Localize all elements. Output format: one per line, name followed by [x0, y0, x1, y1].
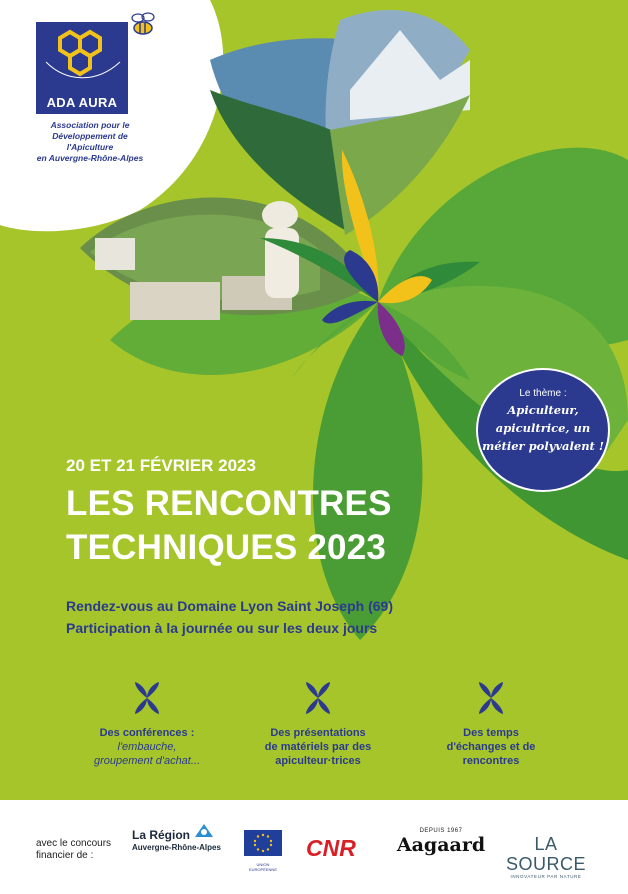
cnr-wordmark — [306, 836, 378, 860]
funding-label: avec le concours financier de : — [36, 838, 112, 861]
region-mountain-icon — [194, 822, 214, 838]
aagaard-logo: DEPUIS 1967 Aagaard — [396, 828, 486, 856]
flower-icon — [127, 678, 167, 718]
ada-aura-logo — [30, 22, 160, 164]
event-participation: Participation à la journée ou sur les deux jours — [66, 620, 378, 636]
sponsors-footer — [0, 800, 628, 894]
flower-icon — [471, 678, 511, 718]
honeycomb-icon — [36, 22, 128, 98]
logo-name: ADA AURA — [46, 95, 118, 110]
la-source-logo: LA SOURCE INNOVATEUR PAR NATURE — [505, 834, 586, 879]
flower-icon — [298, 678, 338, 718]
svg-text:CNR: CNR — [306, 836, 356, 860]
region-logo: La Région Auvergne-Rhône-Alpes — [132, 828, 222, 852]
logo-box — [36, 22, 128, 114]
bee-icon — [126, 10, 160, 40]
eu-flag-icon — [244, 830, 282, 856]
feature-title: Des conférences : — [99, 727, 195, 739]
feature-conferences: Des conférences : l'embauche, groupement d'achat... — [62, 678, 232, 768]
theme-text: Apiculteur, apicultrice, un métier polyvalent ! — [482, 403, 604, 453]
theme-kicker: Le thème : — [519, 388, 567, 399]
eu-flag-logo: UNION EUROPÉENNE — [244, 830, 282, 872]
theme-badge — [476, 368, 610, 492]
feature-presentations: Des présentations de matériels par des apiculteur·trices — [233, 678, 403, 768]
feature-exchanges: Des temps d'échanges et de rencontres — [406, 678, 576, 768]
event-title: LES RENCONTRES TECHNIQUES 2023 — [66, 484, 392, 567]
event-date: 20 ET 21 FÉVRIER 2023 — [66, 456, 256, 475]
event-venue: Rendez-vous au Domaine Lyon Saint Joseph (69) — [66, 598, 393, 614]
cnr-logo — [306, 836, 378, 865]
logo-subtitle: Association pour le Développement de l'Apiculture en Auvergne-Rhône-Alpes — [36, 120, 144, 163]
